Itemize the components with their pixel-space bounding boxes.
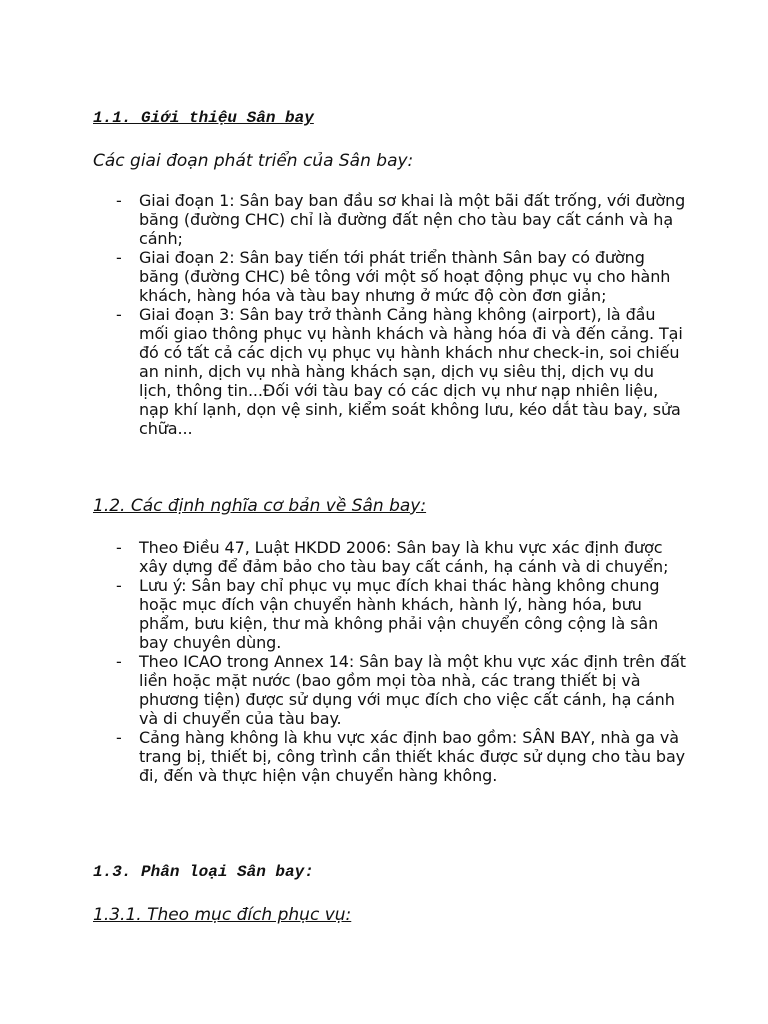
list-item-text: Giai đoạn 2: Sân bay tiến tới phát triển thành Sân bay có đường băng (đường CHC) bê tông với một số hoạt động phục vụ cho hành khách, hàng hóa và tàu bay nhưng ở mức độ còn đơn giản; — [139, 248, 671, 305]
list-bullet: - — [116, 248, 122, 267]
list-item — [116, 248, 686, 305]
list-item-text: Giai đoạn 3: Sân bay trở thành Cảng hàng không (airport), là đầu mối giao thông phục vụ hành khách và hàng hóa đi và đến cảng. Tại đó có tất cả các dịch vụ phục vụ hành khách như check-in, soi chiếu an ninh, dịch vụ nhà hàng khách sạn, dịch vụ siêu thị, dịch vụ du lịch, thông tin...Đối với tàu bay có các dịch vụ như nạp nhiên liệu, nạp khí lạnh, dọn vệ sinh, kiểm soát không lưu, kéo dắt tàu bay, sửa chữa... — [139, 305, 683, 438]
list-item-text: Giai đoạn 1: Sân bay ban đầu sơ khai là một bãi đất trống, với đường băng (đường CHC) chỉ là đường đất nện cho tàu bay cất cánh và hạ cánh; — [139, 191, 686, 248]
list-bullet: - — [116, 576, 122, 595]
stages-list — [116, 191, 686, 438]
list-item — [116, 191, 686, 248]
list-item-text: Lưu ý: Sân bay chỉ phục vụ mục đích khai thác hàng không chung hoặc mục đích vận chuyển hành khách, hành lý, hàng hóa, bưu phẩm, bưu kiện, thư mà không phải vận chuyển công cộng là sân bay chuyên dùng. — [139, 576, 660, 652]
list-bullet: - — [116, 728, 122, 747]
stages-heading: Các giai đoạn phát triển của Sân bay: — [93, 151, 414, 171]
list-item — [116, 728, 686, 785]
list-item — [116, 576, 686, 652]
section-1-1-heading: 1.1. Giới thiệu Sân bay — [93, 109, 314, 127]
section-1-3-1-heading: 1.3.1. Theo mục đích phục vụ: — [93, 905, 352, 925]
list-bullet: - — [116, 191, 122, 210]
list-item — [116, 305, 686, 438]
definitions-list — [116, 538, 686, 785]
section-1-3-heading: 1.3. Phân loại Sân bay: — [93, 863, 314, 881]
list-item-text: Cảng hàng không là khu vực xác định bao gồm: SÂN BAY, nhà ga và trang bị, thiết bị, công trình cần thiết khác được sử dụng cho tàu bay đi, đến và thực hiện vận chuyển hàng không. — [139, 728, 686, 785]
list-item — [116, 538, 686, 576]
list-bullet: - — [116, 538, 122, 557]
section-1-2-heading: 1.2. Các định nghĩa cơ bản về Sân bay: — [93, 496, 427, 516]
list-item-text: Theo Điều 47, Luật HKDD 2006: Sân bay là khu vực xác định được xây dựng để đảm bảo cho tàu bay cất cánh, hạ cánh và di chuyển; — [139, 538, 669, 576]
list-bullet: - — [116, 652, 122, 671]
list-bullet: - — [116, 305, 122, 324]
list-item-text: Theo ICAO trong Annex 14: Sân bay là một khu vực xác định trên đất liền hoặc mặt nước (bao gồm mọi tòa nhà, các trang thiết bị và phương tiện) được sử dụng với mục đích cho việc cất cánh, hạ cánh và di chuyển của tàu bay. — [139, 652, 686, 728]
list-item — [116, 652, 686, 728]
